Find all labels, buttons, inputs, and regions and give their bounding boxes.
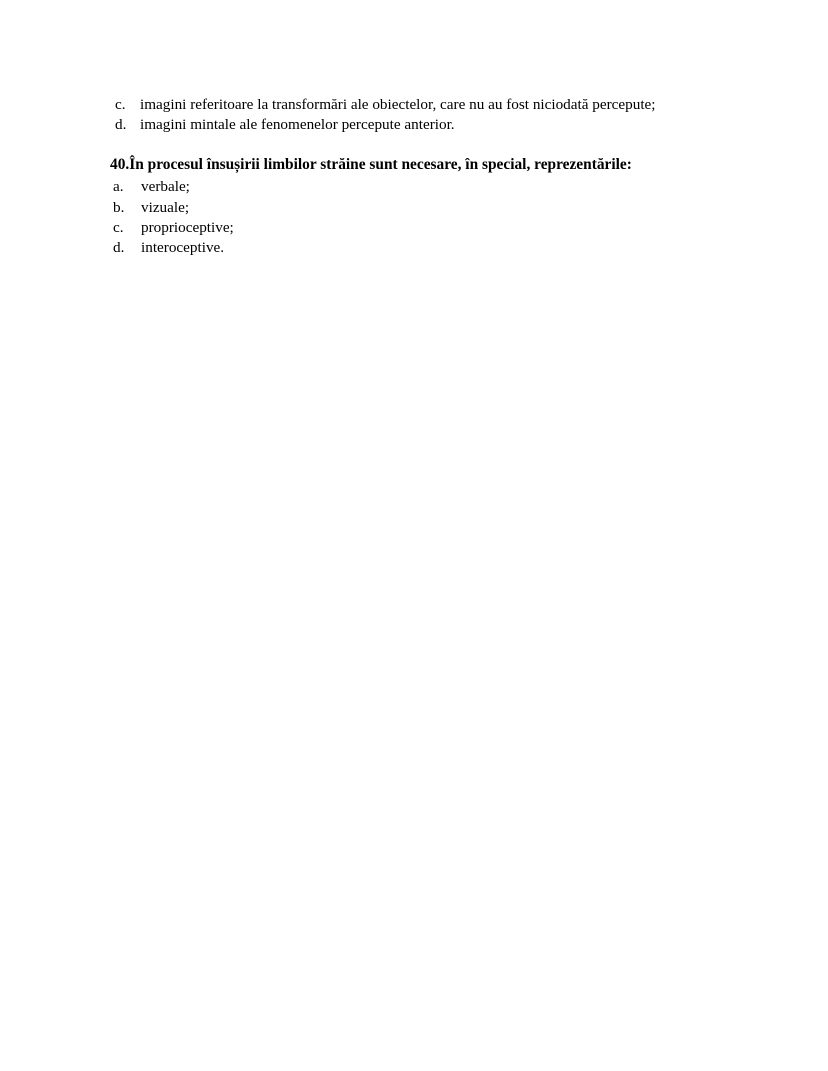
option-label: d.: [115, 116, 127, 134]
question-options-list: [110, 177, 730, 259]
list-item: [110, 198, 730, 218]
list-item: [110, 95, 730, 115]
question-stem: În procesul însușirii limbilor străine sunt necesare, în special, reprezentările:: [129, 155, 632, 173]
option-text: vizuale;: [141, 198, 190, 216]
list-item: [110, 177, 730, 197]
option-label: d.: [113, 239, 125, 257]
option-text: verbale;: [141, 178, 190, 196]
document-content: [110, 95, 730, 259]
question-number: 40.: [110, 155, 130, 173]
question-block: [110, 155, 730, 259]
list-item: [110, 115, 730, 135]
option-text: interoceptive.: [141, 239, 225, 257]
option-text: imagini referitoare la transformări ale obiectelor, care nu au fost niciodată percepute;: [140, 96, 656, 113]
option-text: imagini mintale ale fenomenelor percepute anterior.: [140, 116, 455, 134]
list-item: [110, 238, 730, 258]
option-text: proprioceptive;: [141, 219, 234, 237]
question-stem-line: [110, 155, 730, 175]
option-label: c.: [115, 96, 126, 113]
option-label: a.: [113, 178, 124, 196]
continued-options-list: [110, 95, 730, 136]
list-item: [110, 218, 730, 238]
option-label: b.: [113, 198, 125, 216]
option-label: c.: [113, 219, 124, 237]
